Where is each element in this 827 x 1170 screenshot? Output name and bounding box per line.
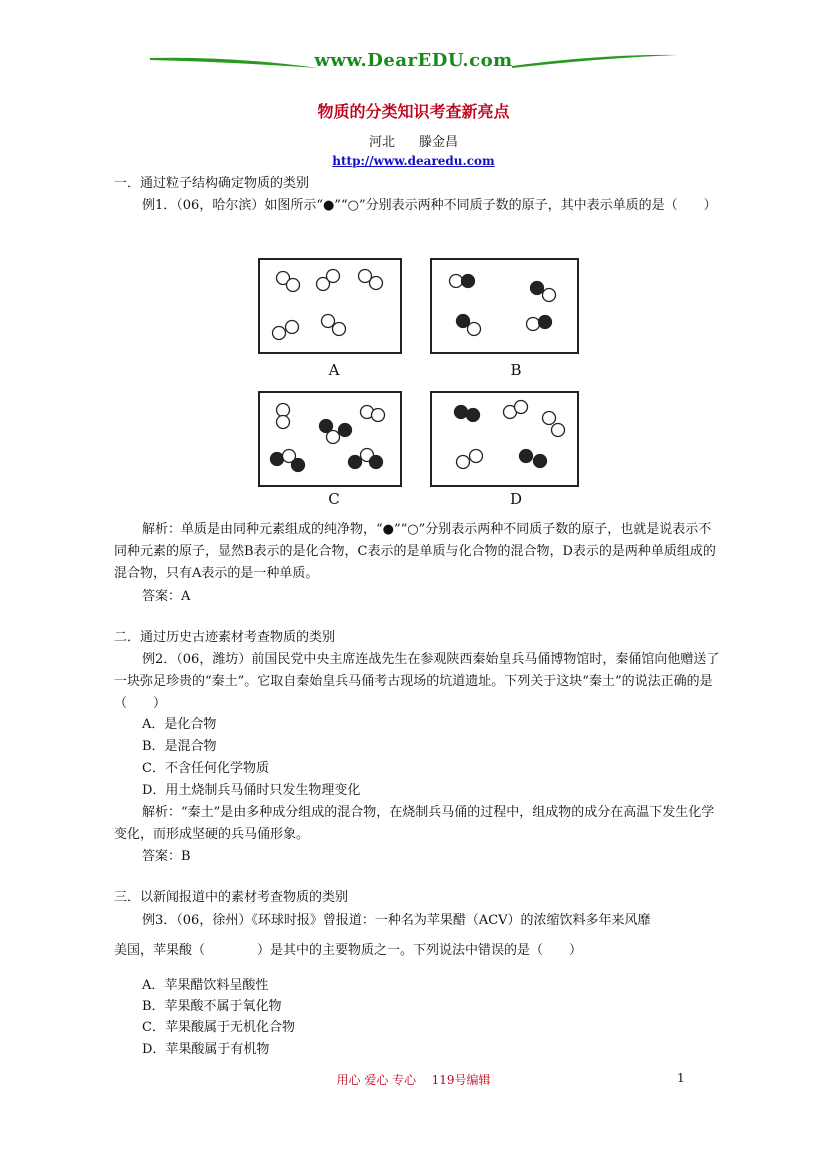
page-number: 1	[677, 1071, 685, 1085]
section3-option-a: A．苹果醋饮料呈酸性	[142, 978, 269, 993]
section1-heading: 一．通过粒子结构确定物质的类别	[114, 176, 310, 191]
site-logo-text: www.DearEDU.com	[314, 50, 513, 71]
section3-heading: 三．以新闻报道中的素材考查物质的类别	[114, 890, 349, 905]
figure-label-c: C	[328, 490, 340, 508]
footer-editor: 119号编辑	[431, 1073, 491, 1087]
author-name: 滕金昌	[419, 135, 459, 150]
section2-analysis: 解析：“秦土”是由多种成分组成的混合物，在烧制兵马俑的过程中，组成物的成分在高温下发生化学变化，而形成坚硬的兵马俑形象。	[114, 805, 715, 842]
section2-option-d: D．用土烧制兵马俑时只发生物理变化	[142, 783, 361, 798]
section3-question-line2: 美国，苹果酸（ ）是其中的主要物质之一。下列说法中错误的是（ ）	[114, 943, 583, 958]
section3-question-line1: 例3．（06，徐州）《环球时报》曾报道：一种名为苹果醋（ACV）的浓缩饮料多年来风靡	[142, 913, 651, 928]
section1-analysis: 解析：单质是由同种元素组成的纯净物，“●”“○”分别表示两种不同质子数的原子，也就是说表示不同种元素的原子，显然B表示的是化合物，C表示的是单质与化合物的混合物，D表示的是两种单质组成的混合物，只有A表示的是一种单质。	[114, 522, 716, 581]
section2-question: 例2．（06，潍坊）前国民党中央主席连战先生在参观陕西秦始皇兵马俑博物馆时，秦俑馆向他赠送了一块弥足珍贵的“秦土”。它取自秦始皇兵马俑考古现场的坑道遗址。下列关于这块“秦土”的说法正确的是（ ）	[114, 652, 720, 711]
figure-label-b: B	[510, 361, 522, 379]
page-footer	[0, 1071, 827, 1088]
section2-answer: 答案：B	[142, 849, 191, 864]
section3-option-c: C．苹果酸属于无机化合物	[142, 1020, 295, 1035]
section2-option-b: B．是混合物	[142, 739, 217, 754]
author-region: 河北	[368, 135, 395, 150]
section1-question: 例1．（06，哈尔滨）如图所示“●”“○”分别表示两种不同质子数的原子，其中表示单质的是（ ）	[142, 198, 717, 213]
article-title: 物质的分类知识考查新亮点	[317, 102, 510, 121]
section3-option-d: D．苹果酸属于有机物	[142, 1042, 270, 1057]
section2-option-c: C．不含任何化学物质	[142, 761, 269, 776]
footer-motto: 用心 爱心 专心	[336, 1073, 417, 1087]
figure-label-a: A	[328, 361, 340, 379]
section2-option-a: A．是化合物	[142, 717, 217, 732]
source-link[interactable]: http://www.dearedu.com	[332, 154, 495, 168]
section2-heading: 二．通过历史古迹素材考查物质的类别	[114, 630, 336, 645]
molecule-diagram	[0, 0, 827, 520]
section3-option-b: B．苹果酸不属于氧化物	[142, 999, 282, 1014]
section1-answer: 答案：A	[142, 589, 191, 604]
figure-label-d: D	[509, 490, 523, 508]
